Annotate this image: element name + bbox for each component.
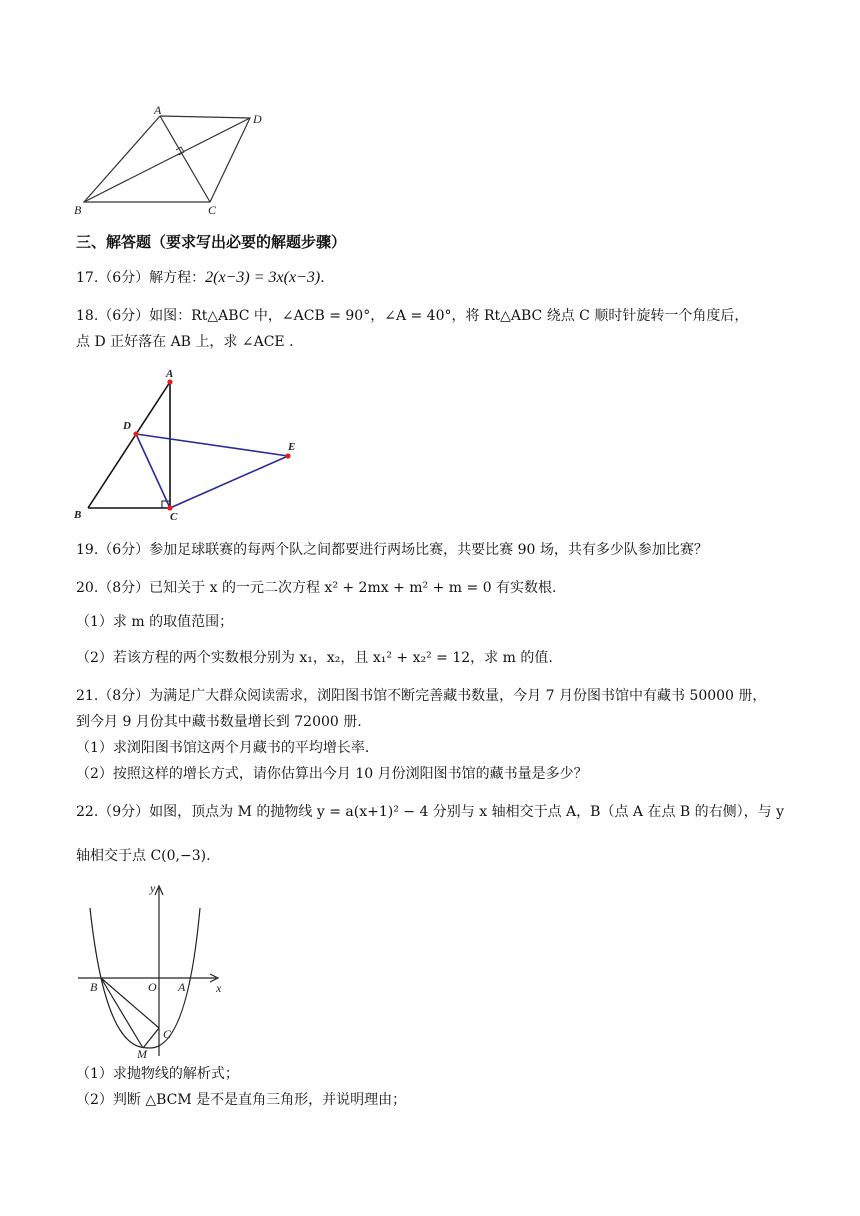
question-22-line2: 轴相交于点 C(0,−3). [76,848,211,864]
question-19: 19.（6分）参加足球联赛的每两个队之间都要进行两场比赛，共要比赛 90 场，共有多少队参加比赛？ [76,542,708,558]
label-B: B [74,509,82,521]
q17-text: 17.（6分）解方程： [76,270,206,286]
question-18-line1: 18.（6分）如图：Rt△ABC 中，∠ACB = 90°，∠A = 40°，将 Rt△ABC 绕点 C 顺时针旋转一个角度后， [76,308,749,324]
question-21-line2: 到今月 9 月份其中藏书数量增长到 72000 册. [76,714,362,730]
question-21-part2: （2）按照这样的增长方式，请你估算出今月 10 月份浏阳图书馆的藏书量是多少？ [76,766,588,782]
label-C: C [170,511,178,523]
label-B: B [74,203,82,216]
question-21-part1: （1）求浏阳图书馆这两个月藏书的平均增长率. [76,740,370,756]
label-E: E [288,441,296,453]
question-20-part2: （2）若该方程的两个实数根分别为 x₁，x₂，且 x₁² + x₂² = 12，求 m 的值. [76,650,553,666]
label-C: C [208,203,217,216]
question-22-part2: （2）判断 △BCM 是不是直角三角形，并说明理由； [76,1092,407,1108]
parabola-figure [70,878,240,1058]
question-20-part1: （1）求 m 的取值范围； [76,614,234,630]
question-22-line1: 22.（9分）如图，顶点为 M 的抛物线 y = a(x+1)² − 4 分别与 x 轴相交于点 A，B（点 A 在点 B 的右侧），与 y [76,804,785,820]
label-D: D [253,112,262,126]
label-x: x [216,981,222,995]
parallelogram-figure [70,104,270,216]
label-A: A [154,104,162,117]
question-17 [76,268,796,288]
label-C: C [163,1027,172,1041]
label-B: B [90,980,98,994]
label-M: M [137,1047,147,1058]
question-22-part1: （1）求抛物线的解析式； [76,1066,239,1082]
question-21-line1: 21.（8分）为满足广大群众阅读需求，浏阳图书馆不断完善藏书数量，今月 7 月份图书馆中有藏书 50000 册， [76,688,767,704]
q17-end: . [320,270,325,286]
question-20-line1: 20.（8分）已知关于 x 的一元二次方程 x² + 2mx + m² + m = 0 有实数根. [76,580,557,596]
label-A: A [166,368,174,380]
label-D: D [123,420,131,432]
rotation-figure [68,366,308,526]
q17-formula: 2(x−3) = 3x(x−3) [205,269,321,286]
label-A: A [178,980,186,994]
label-y: y [150,881,156,895]
section-heading: 三、解答题（要求写出必要的解题步骤） [76,233,347,251]
question-18-line2: 点 D 正好落在 AB 上，求 ∠ACE . [76,334,294,350]
label-O: O [148,980,157,994]
